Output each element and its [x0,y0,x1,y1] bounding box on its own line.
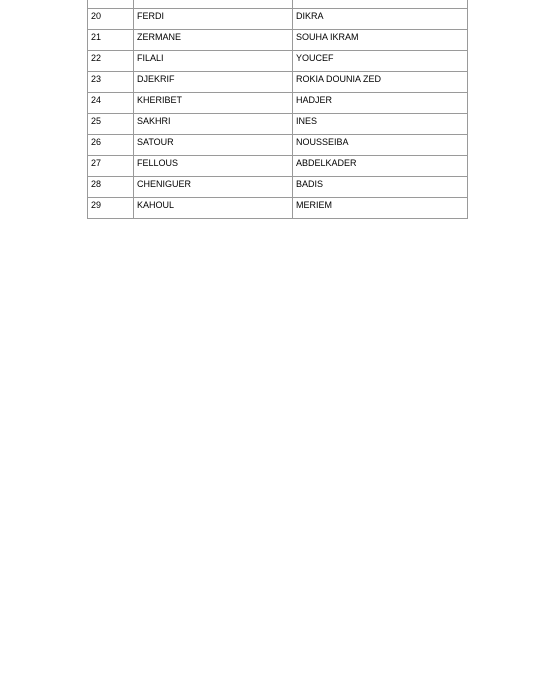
table-cell-empty [88,0,134,9]
first-name: ABDELKADER [293,156,468,177]
table-row [88,9,468,30]
first-name: BADIS [293,177,468,198]
row-number: 26 [88,135,134,156]
row-number: 24 [88,93,134,114]
first-name: NOUSSEIBA [293,135,468,156]
first-name: SOUHA IKRAM [293,30,468,51]
first-name: YOUCEF [293,51,468,72]
last-name: SATOUR [134,135,293,156]
last-name: CHENIGUER [134,177,293,198]
table-row [88,30,468,51]
table-row [88,93,468,114]
table-row [88,198,468,219]
table-cell-empty [293,0,468,9]
table-row [88,177,468,198]
first-name: HADJER [293,93,468,114]
last-name: SAKHRI [134,114,293,135]
last-name: DJEKRIF [134,72,293,93]
row-number: 28 [88,177,134,198]
row-number: 25 [88,114,134,135]
row-number: 29 [88,198,134,219]
table-row [88,156,468,177]
row-number: 21 [88,30,134,51]
first-name: MERIEM [293,198,468,219]
table-row [88,114,468,135]
first-name: DIKRA [293,9,468,30]
row-number: 20 [88,9,134,30]
row-number: 22 [88,51,134,72]
table-row-previous-page [88,0,468,9]
last-name: KHERIBET [134,93,293,114]
row-number: 27 [88,156,134,177]
last-name: KAHOUL [134,198,293,219]
first-name: INES [293,114,468,135]
last-name: FERDI [134,9,293,30]
table-row [88,135,468,156]
last-name: ZERMANE [134,30,293,51]
last-name: FELLOUS [134,156,293,177]
row-number: 23 [88,72,134,93]
student-table [87,0,468,219]
first-name: ROKIA DOUNIA ZED [293,72,468,93]
last-name: FILALI [134,51,293,72]
table-row [88,72,468,93]
table-row [88,51,468,72]
table-cell-empty [134,0,293,9]
